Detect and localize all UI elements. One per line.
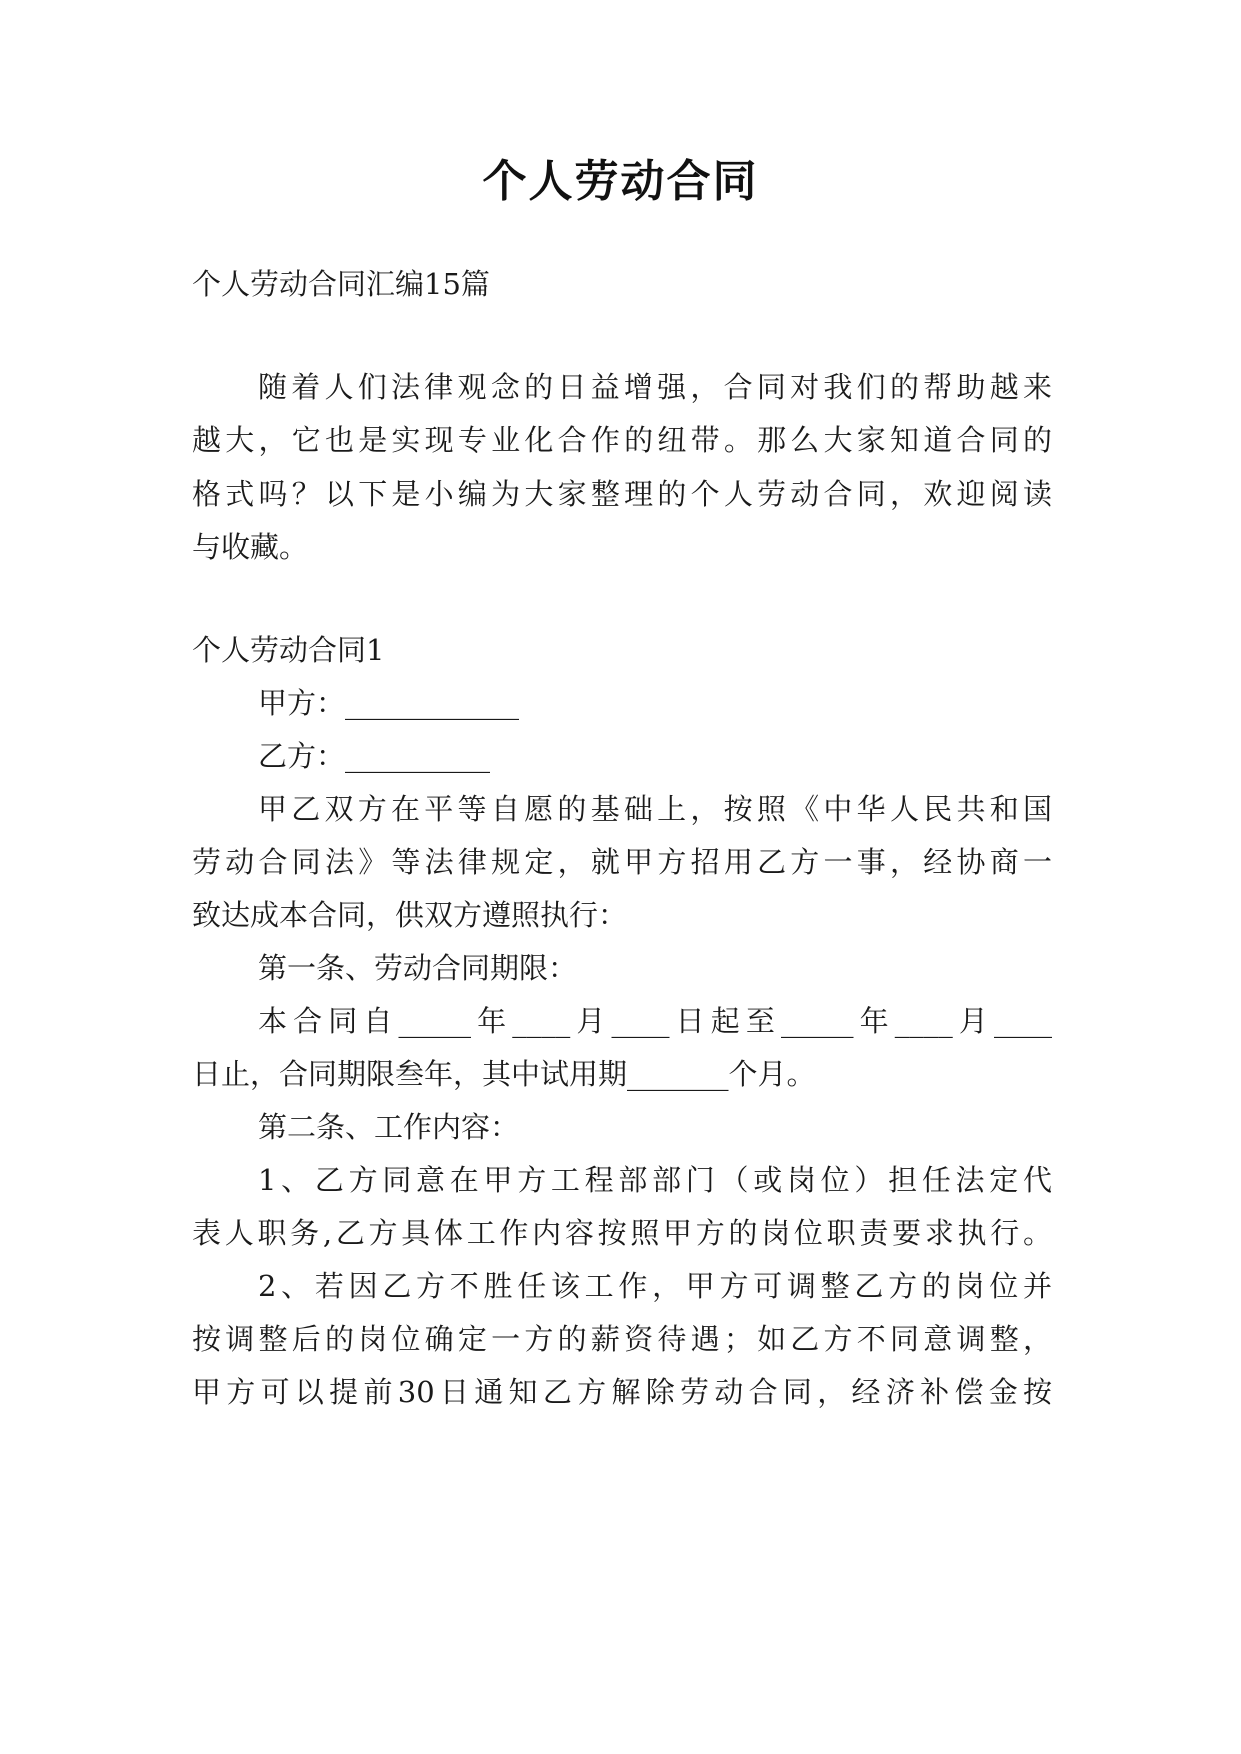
article2-item1-line-1: 1、乙方同意在甲方工程部部门（或岗位）担任法定代	[258, 1163, 1052, 1197]
document-subtitle: 个人劳动合同汇编15篇	[192, 267, 490, 301]
intro-line-4: 与收藏。	[192, 530, 309, 564]
intro-line-2: 越大，它也是实现专业化合作的纽带。那么大家知道合同的	[192, 423, 1052, 457]
preamble-line-3: 致达成本合同，供双方遵照执行：	[192, 898, 628, 932]
article2-heading: 第二条、工作内容：	[258, 1110, 520, 1144]
article2-item2-line-2: 按调整后的岗位确定一方的薪资待遇；如乙方不同意调整，	[192, 1322, 1052, 1356]
document-title: 个人劳动合同	[482, 156, 759, 207]
intro-line-3: 格式吗？以下是小编为大家整理的个人劳动合同，欢迎阅读	[192, 477, 1052, 511]
article1-line-1: 本合同自_____年____月____日起至_____年____月____	[258, 1004, 1052, 1038]
party-a-line: 甲方：____________	[258, 686, 520, 720]
article1-line-2: 日止，合同期限叁年，其中试用期_______个月。	[192, 1057, 816, 1091]
party-b-line: 乙方：__________	[258, 739, 491, 773]
preamble-line-1: 甲乙双方在平等自愿的基础上，按照《中华人民共和国	[258, 792, 1052, 826]
section-heading: 个人劳动合同1	[192, 633, 385, 667]
article2-item1-line-2: 表人职务,乙方具体工作内容按照甲方的岗位职责要求执行。	[192, 1216, 1052, 1250]
article2-item2-line-3: 甲方可以提前30日通知乙方解除劳动合同，经济补偿金按	[192, 1375, 1052, 1409]
preamble-line-2: 劳动合同法》等法律规定，就甲方招用乙方一事，经协商一	[192, 845, 1052, 879]
intro-line-1: 随着人们法律观念的日益增强，合同对我们的帮助越来	[258, 370, 1052, 404]
article2-item2-line-1: 2、若因乙方不胜任该工作，甲方可调整乙方的岗位并	[258, 1269, 1052, 1303]
article1-heading: 第一条、劳动合同期限：	[258, 951, 578, 985]
